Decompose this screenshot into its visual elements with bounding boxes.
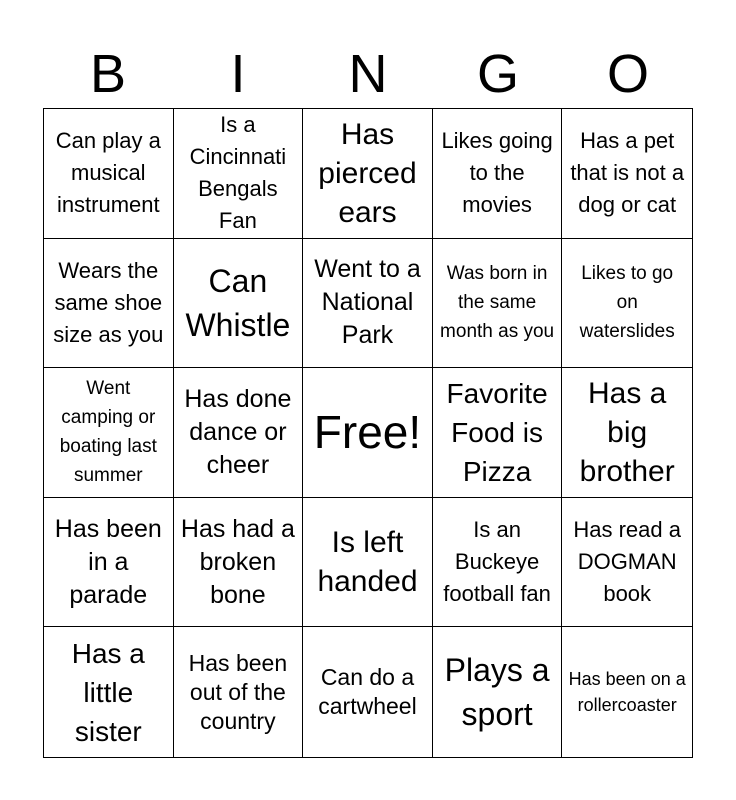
bingo-cell-r5c3[interactable] (303, 627, 433, 757)
cell-text: Likes going to the movies (441, 128, 553, 218)
header-letter-g: G (476, 44, 519, 104)
cell-text: Favorite Food is Pizza (446, 377, 548, 487)
header-letter-i: I (230, 44, 246, 104)
cell-text: Has been out of the country (188, 649, 288, 734)
cell-text: Has a little sister (71, 637, 145, 747)
bingo-cell-r5c2[interactable] (174, 627, 304, 757)
bingo-cell-r1c1[interactable] (44, 109, 174, 239)
header-letter-o: O (606, 44, 649, 104)
bingo-cell-r3c5[interactable] (562, 368, 692, 498)
bingo-cell-r1c2[interactable] (174, 109, 304, 239)
cell-text: Has pierced ears (318, 117, 417, 229)
cell-text: Has been in a parade (54, 514, 162, 609)
cell-text: Is left handed (317, 526, 418, 599)
cell-text: Wears the same shoe size as you (53, 257, 164, 347)
cell-text: Can play a musical instrument (55, 128, 161, 218)
bingo-cell-r1c3[interactable] (303, 109, 433, 239)
cell-text: Has been on a rollercoaster (568, 669, 686, 716)
bingo-cell-r4c1[interactable] (44, 498, 174, 628)
bingo-cell-r5c5[interactable] (562, 627, 692, 757)
cell-text: Plays a sport (444, 652, 550, 733)
bingo-cell-r3c2[interactable] (174, 368, 304, 498)
cell-text: Is an Buckeye football fan (443, 517, 551, 607)
bingo-cell-r2c4[interactable] (433, 239, 563, 369)
free-space-text: Free! (313, 406, 422, 459)
cell-text: Has done dance or cheer (184, 384, 292, 479)
cell-text: Has read a DOGMAN book (573, 517, 681, 607)
cell-text: Can Whistle (185, 262, 291, 343)
bingo-cell-r2c5[interactable] (562, 239, 692, 369)
header-letter-n: N (348, 44, 388, 104)
cell-text: Was born in the same month as you (440, 263, 555, 343)
bingo-cell-r5c4[interactable] (433, 627, 563, 757)
cell-text: Likes to go on waterslides (579, 263, 675, 343)
bingo-cell-r4c4[interactable] (433, 498, 563, 628)
bingo-cell-r1c5[interactable] (562, 109, 692, 239)
cell-text: Has a big brother (579, 376, 675, 488)
cell-text: Can do a cartwheel (318, 664, 417, 720)
bingo-cell-r5c1[interactable] (44, 627, 174, 757)
bingo-cell-r4c5[interactable] (562, 498, 692, 628)
cell-text: Went camping or boating last summer (59, 378, 157, 487)
bingo-cell-free[interactable] (303, 368, 433, 498)
cell-text: Has had a broken bone (180, 514, 295, 609)
bingo-cell-r3c4[interactable] (433, 368, 563, 498)
bingo-cell-r2c3[interactable] (303, 239, 433, 369)
bingo-cell-r4c2[interactable] (174, 498, 304, 628)
bingo-cell-r4c3[interactable] (303, 498, 433, 628)
bingo-cell-r1c4[interactable] (433, 109, 563, 239)
bingo-cell-r2c1[interactable] (44, 239, 174, 369)
cell-text: Is a Cincinnati Bengals Fan (189, 112, 287, 234)
bingo-cell-r2c2[interactable] (174, 239, 304, 369)
header-letter-b: B (89, 44, 127, 104)
bingo-cell-r3c1[interactable] (44, 368, 174, 498)
cell-text: Went to a National Park (314, 255, 421, 350)
cell-text: Has a pet that is not a dog or cat (570, 128, 685, 218)
bingo-grid (43, 108, 693, 758)
bingo-header (43, 40, 693, 108)
